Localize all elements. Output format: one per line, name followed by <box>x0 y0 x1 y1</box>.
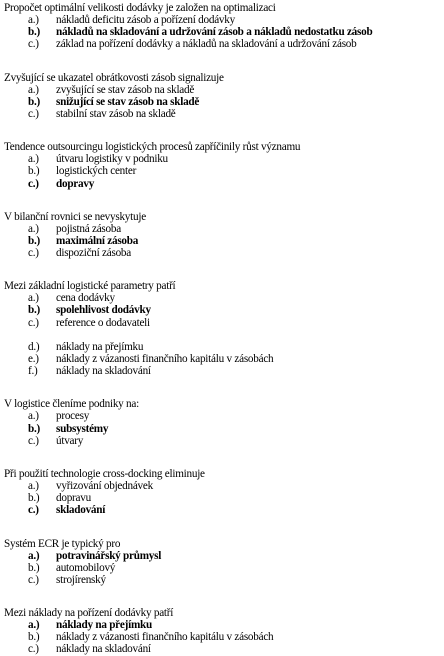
option-text: náklady na přejímku <box>56 340 144 353</box>
question-text: Mezi základní logistické parametry patří <box>4 280 176 293</box>
option-letter: b.) <box>28 492 40 505</box>
option-group-spacer <box>4 329 440 341</box>
answer-option <box>4 365 440 377</box>
option-text: potravinářský průmysl <box>56 549 162 562</box>
option-letter: c.) <box>28 247 39 260</box>
option-text: skladování <box>56 504 106 517</box>
option-text: reference o dodavateli <box>56 316 150 329</box>
question-text: V bilanční rovnici se nevyskytuje <box>4 210 146 223</box>
option-letter: a.) <box>28 479 39 492</box>
option-text: náklady na skladování <box>56 643 151 656</box>
option-text: útvaru logistiky v podniku <box>56 153 168 166</box>
answer-option <box>4 423 440 435</box>
option-letter: c.) <box>28 177 39 190</box>
option-text: nákladů na skladování a udržování zásob a nákladů nedostatku zásob <box>56 26 373 39</box>
answer-option <box>4 84 440 96</box>
answer-option <box>4 435 440 447</box>
question-text: Propočet optimální velikosti dodávky je založen na optimalizaci <box>4 2 276 14</box>
question-spacer <box>4 377 440 396</box>
option-text: procesy <box>56 410 90 423</box>
question-block <box>4 468 440 517</box>
option-letter: a.) <box>28 153 39 166</box>
answer-option <box>4 165 440 177</box>
option-letter: a.) <box>28 292 39 305</box>
option-letter: b.) <box>28 631 40 644</box>
answer-option <box>4 574 440 586</box>
option-letter: a.) <box>28 83 39 96</box>
question-block <box>4 2 440 51</box>
question-spacer <box>4 51 440 70</box>
option-letter: a.) <box>28 410 39 423</box>
answer-option <box>4 317 440 329</box>
option-text: základ na pořízení dodávky a nákladů na skladování a udržování zásob <box>56 38 357 51</box>
option-text: dispoziční zásoba <box>56 247 131 260</box>
option-text: strojírenský <box>56 573 106 586</box>
option-letter: c.) <box>28 38 39 51</box>
option-letter: a.) <box>28 619 40 632</box>
option-text: náklady na přejímku <box>56 619 152 632</box>
option-letter: c.) <box>28 573 39 586</box>
option-letter: d.) <box>28 340 40 353</box>
question-text: Tendence outsourcingu logistických procesů zapříčinily růst významu <box>4 141 301 154</box>
answer-option <box>4 480 440 492</box>
option-letter: c.) <box>28 504 39 517</box>
answer-option <box>4 562 440 574</box>
option-text: maximální zásoba <box>56 234 139 247</box>
option-text: snižující se stav zásob na skladě <box>56 95 200 108</box>
answer-option <box>4 235 440 247</box>
question-text: Při použití technologie cross-docking eliminuje <box>4 467 205 480</box>
option-letter: b.) <box>28 304 40 317</box>
option-text: náklady z vázanosti finančního kapitálu v zásobách <box>56 353 274 365</box>
option-letter: a.) <box>28 549 40 562</box>
answer-option <box>4 504 440 516</box>
option-text: útvary <box>56 434 84 447</box>
option-text: dopravu <box>56 492 91 505</box>
option-letter: c.) <box>28 107 39 120</box>
option-text: nákladů deficitu zásob a pořízení dodávky <box>56 14 235 26</box>
answer-option <box>4 178 440 190</box>
question-spacer <box>4 517 440 536</box>
option-letter: b.) <box>28 234 40 247</box>
option-text: subsystémy <box>56 422 109 435</box>
answer-option <box>4 247 440 259</box>
question-block <box>4 141 440 190</box>
question-text: Zvyšující se ukazatel obrátkovosti zásob signalizuje <box>4 71 224 84</box>
option-letter: a.) <box>28 222 39 235</box>
answer-option <box>4 108 440 120</box>
option-letter: b.) <box>28 561 40 574</box>
answer-option <box>4 550 440 562</box>
question-text: Mezi náklady na pořízení dodávky patří <box>4 607 174 620</box>
question-spacer <box>4 190 440 209</box>
question-block <box>4 280 440 377</box>
question-text: V logistice členíme podniky na: <box>4 398 139 411</box>
option-letter: a.) <box>28 14 39 26</box>
answer-option <box>4 619 440 631</box>
option-letter: c.) <box>28 316 39 329</box>
option-text: náklady na skladování <box>56 365 151 378</box>
answer-option <box>4 292 440 304</box>
answer-option <box>4 14 440 26</box>
question-block <box>4 211 440 260</box>
answer-option <box>4 153 440 165</box>
option-letter: f.) <box>28 365 38 378</box>
answer-option <box>4 26 440 38</box>
question-spacer <box>4 447 440 466</box>
option-letter: c.) <box>28 643 39 656</box>
option-text: spolehlivost dodávky <box>56 304 151 317</box>
question-block <box>4 607 440 656</box>
question-spacer <box>4 259 440 278</box>
option-letter: b.) <box>28 165 40 178</box>
question-block <box>4 398 440 447</box>
option-letter: b.) <box>28 95 40 108</box>
answer-option <box>4 410 440 422</box>
option-text: vyřizování objednávek <box>56 479 153 492</box>
option-letter: c.) <box>28 434 39 447</box>
answer-option <box>4 304 440 316</box>
answer-option <box>4 492 440 504</box>
document <box>4 0 440 656</box>
question-block <box>4 72 440 121</box>
option-text: zvyšující se stav zásob na skladě <box>56 83 195 96</box>
answer-option <box>4 223 440 235</box>
answer-option <box>4 353 440 365</box>
answer-option <box>4 341 440 353</box>
question-spacer <box>4 120 440 139</box>
option-text: pojistná zásoba <box>56 222 121 235</box>
question-text: Systém ECR je typický pro <box>4 537 121 550</box>
option-letter: b.) <box>28 422 40 435</box>
option-letter: e.) <box>28 353 39 365</box>
answer-option <box>4 643 440 655</box>
answer-option <box>4 96 440 108</box>
option-text: cena dodávky <box>56 292 115 305</box>
option-text: logistických center <box>56 165 137 178</box>
option-text: stabilní stav zásob na skladě <box>56 107 176 120</box>
option-text: dopravy <box>56 177 95 190</box>
question-block <box>4 538 440 587</box>
option-text: automobilový <box>56 561 116 574</box>
option-text: náklady z vázanosti finančního kapitálu v zásobách <box>56 631 274 644</box>
answer-option <box>4 631 440 643</box>
answer-option <box>4 38 440 50</box>
option-letter: b.) <box>28 26 40 39</box>
